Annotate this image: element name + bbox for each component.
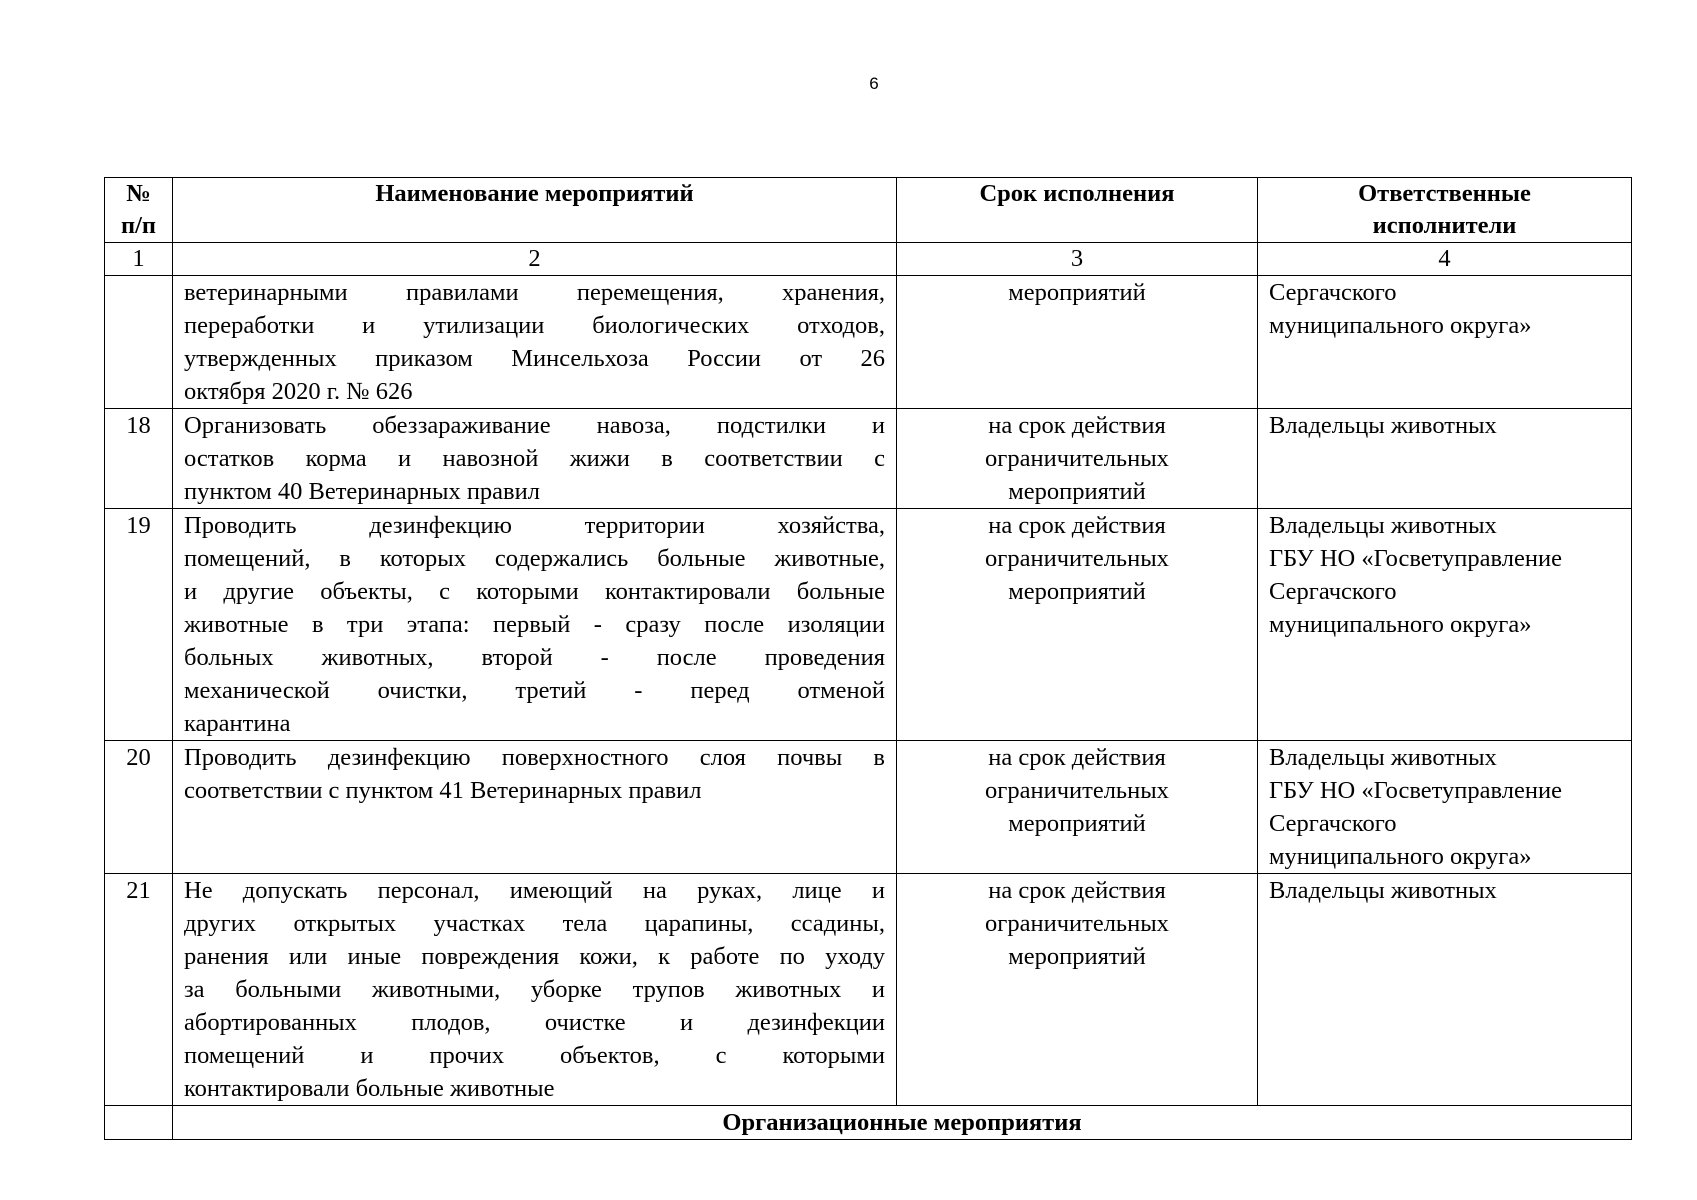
text-line: переработки и утилизации биологических отходов, [184,312,885,339]
text-line: и другие объекты, с которыми контактировали больные [184,578,885,605]
text-line: Организовать обеззараживание навоза, подстилки и [184,412,885,439]
row-number: 21 [105,874,173,1106]
text-line: пунктом 40 Ветеринарных правил [184,478,540,505]
column-number: 2 [173,243,897,276]
text-line: Сергачского [1269,279,1397,306]
page-number: 6 [869,74,879,93]
measure-description [173,874,897,1106]
column-number-row [105,243,1632,276]
text-line: помещений и прочих объектов, с которыми [184,1042,885,1069]
text-line: мероприятий [1008,279,1146,306]
text-line: Владельцы животных [1269,744,1497,771]
text-line: муниципального округа» [1269,843,1532,870]
column-number: 4 [1258,243,1632,276]
text-line: ограничительных [985,545,1169,572]
text-line: ГБУ НО «Госветуправление [1269,777,1562,804]
text-line: ограничительных [985,445,1169,472]
table-row [105,741,1632,874]
text-line: помещений, в которых содержались больные животные, [184,545,885,572]
text-line: мероприятий [1008,578,1146,605]
text-line: больных животных, второй - после проведения [184,644,885,671]
text-line: мероприятий [1008,810,1146,837]
measure-description [173,276,897,409]
text-line: соответствии с пунктом 41 Ветеринарных правил [184,777,702,804]
text-line: механической очистки, третий - перед отменой [184,677,885,704]
section-empty-cell [105,1106,173,1140]
row-number: 18 [105,409,173,509]
text-line: мероприятий [1008,943,1146,970]
execution-term [897,741,1258,874]
text-line: на срок действия [988,512,1166,539]
column-number: 1 [105,243,173,276]
section-row [105,1106,1632,1140]
text-line: муниципального округа» [1269,312,1532,339]
text-line: мероприятий [1008,478,1146,505]
text-line: Владельцы животных [1269,412,1497,439]
row-number: 19 [105,509,173,741]
responsible-executors [1258,409,1632,509]
text-line: на срок действия [988,744,1166,771]
text-line: ограничительных [985,777,1169,804]
measure-description [173,741,897,874]
text-line: октября 2020 г. № 626 [184,378,413,405]
table-header-row [105,178,1632,243]
text-line: ветеринарными правилами перемещения, хранения, [184,279,885,306]
header-term: Срок исполнения [897,178,1258,243]
table-row [105,409,1632,509]
row-number: 20 [105,741,173,874]
text-line: животные в три этапа: первый - сразу после изоляции [184,611,885,638]
table-row [105,874,1632,1106]
responsible-executors [1258,874,1632,1106]
header-num: № п/п [105,178,173,243]
text-line: ГБУ НО «Госветуправление [1269,545,1562,572]
execution-term [897,509,1258,741]
text-line: остатков корма и навозной жижи в соответствии с [184,445,885,472]
table-row [105,509,1632,741]
text-line: утвержденных приказом Минсельхоза России от 26 [184,345,885,372]
text-line: Владельцы животных [1269,512,1497,539]
text-line: на срок действия [988,877,1166,904]
text-line: ограничительных [985,910,1169,937]
responsible-executors [1258,741,1632,874]
responsible-executors [1258,509,1632,741]
text-line: на срок действия [988,412,1166,439]
text-line: Проводить дезинфекцию территории хозяйства, [184,512,885,539]
measure-description [173,409,897,509]
text-line: за больными животными, уборке трупов животных и [184,976,885,1003]
header-resp: Ответственные исполнители [1258,178,1632,243]
header-name: Наименование мероприятий [173,178,897,243]
measures-table [104,177,1632,1140]
section-title: Организационные мероприятия [173,1106,1632,1140]
measure-description [173,509,897,741]
text-line: ранения или иные повреждения кожи, к работе по уходу [184,943,885,970]
responsible-executors [1258,276,1632,409]
text-line: Не допускать персонал, имеющий на руках, лице и [184,877,885,904]
execution-term [897,276,1258,409]
text-line: Проводить дезинфекцию поверхностного слоя почвы в [184,744,885,771]
text-line: муниципального округа» [1269,611,1532,638]
column-number: 3 [897,243,1258,276]
text-line: карантина [184,710,291,737]
text-line: Сергачского [1269,810,1397,837]
table-row [105,276,1632,409]
text-line: контактировали больные животные [184,1075,555,1102]
text-line: абортированных плодов, очистке и дезинфекции [184,1009,885,1036]
row-number [105,276,173,409]
text-line: Владельцы животных [1269,877,1497,904]
execution-term [897,874,1258,1106]
execution-term [897,409,1258,509]
text-line: Сергачского [1269,578,1397,605]
text-line: других открытых участках тела царапины, ссадины, [184,910,885,937]
